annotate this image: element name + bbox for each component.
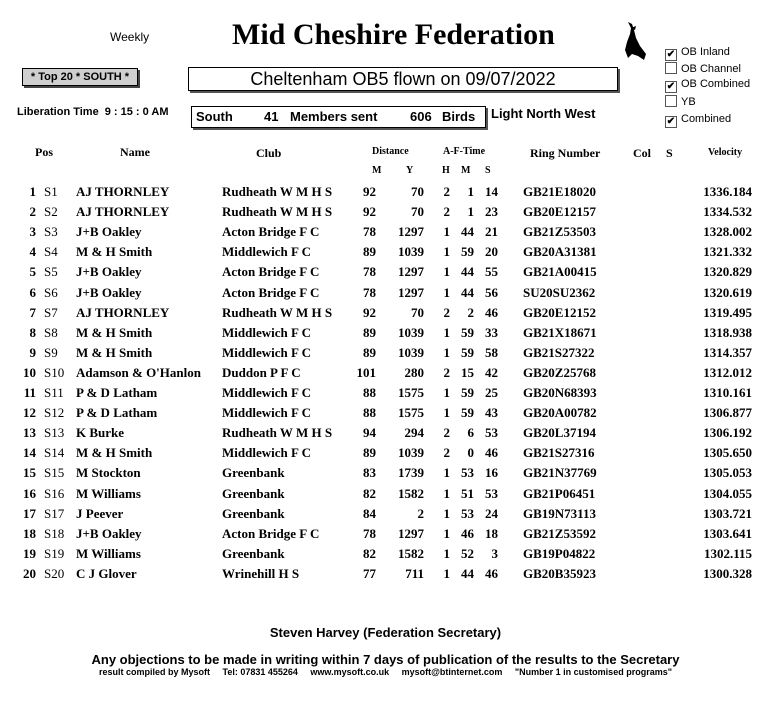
col-aftime: A-F-Time bbox=[443, 146, 486, 157]
cell-mi: 46 bbox=[461, 525, 474, 541]
cell-sec: S6 bbox=[44, 284, 58, 300]
cell-mi: 59 bbox=[461, 405, 474, 421]
cell-mi: 44 bbox=[461, 224, 474, 240]
cell-s: 3 bbox=[491, 545, 498, 561]
cell-h: 2 bbox=[443, 364, 450, 380]
cell-mi: 59 bbox=[461, 324, 474, 340]
cell-club: Acton Bridge F C bbox=[222, 525, 320, 541]
cell-h: 1 bbox=[443, 545, 450, 561]
cell-y: 1039 bbox=[398, 324, 424, 340]
cell-mi: 6 bbox=[467, 425, 474, 441]
cell-ring: GB20B35923 bbox=[523, 565, 596, 581]
cell-m: 89 bbox=[363, 344, 376, 360]
cell-vel: 1303.641 bbox=[703, 525, 752, 541]
cell-h: 1 bbox=[443, 224, 450, 240]
cell-club: Middlewich F C bbox=[222, 324, 312, 340]
cell-y: 1739 bbox=[398, 465, 424, 481]
cell-sec: S3 bbox=[44, 224, 58, 240]
cell-m: 82 bbox=[363, 485, 376, 501]
option-4[interactable] bbox=[665, 113, 731, 128]
cell-s: 56 bbox=[485, 284, 498, 300]
cell-ring: GB20A31381 bbox=[523, 244, 597, 260]
cell-ring: GB21Z53503 bbox=[523, 224, 596, 240]
cell-h: 1 bbox=[443, 244, 450, 260]
cell-vel: 1310.161 bbox=[703, 385, 752, 400]
cell-sec: S15 bbox=[44, 465, 65, 481]
cell-mi: 0 bbox=[467, 445, 474, 461]
sent-members: 41 bbox=[264, 109, 279, 124]
cell-pos: 9 bbox=[29, 344, 36, 360]
cell-ring: GB20Z25768 bbox=[523, 364, 596, 380]
option-2[interactable] bbox=[665, 78, 750, 93]
cell-y: 1297 bbox=[398, 224, 424, 240]
cell-mi: 59 bbox=[461, 385, 474, 400]
weekly-label: Weekly bbox=[110, 30, 150, 44]
cell-h: 1 bbox=[443, 344, 450, 360]
col-sex: S bbox=[666, 146, 673, 160]
cell-y: 711 bbox=[405, 565, 424, 581]
col-hours: H bbox=[442, 165, 450, 176]
cell-m: 92 bbox=[363, 184, 376, 199]
cell-y: 294 bbox=[404, 425, 424, 441]
race-title: Cheltenham OB5 flown on 09/07/2022 bbox=[188, 67, 618, 91]
cell-ring: GB21S27316 bbox=[523, 445, 595, 461]
cell-vel: 1304.055 bbox=[703, 485, 752, 501]
col-ring: Ring Number bbox=[530, 146, 601, 160]
cell-pos: 10 bbox=[23, 364, 36, 380]
cell-sec: S10 bbox=[44, 364, 65, 380]
cell-m: 88 bbox=[363, 385, 376, 400]
cell-y: 1039 bbox=[398, 244, 424, 260]
cell-m: 78 bbox=[363, 525, 376, 541]
cell-name: J+B Oakley bbox=[76, 284, 142, 300]
cell-y: 1039 bbox=[398, 344, 424, 360]
col-pos: Pos bbox=[35, 145, 53, 159]
objections-notice: Any objections to be made in writing within 7 days of publication of the results to the Secretary bbox=[91, 652, 680, 667]
cell-h: 2 bbox=[443, 304, 450, 320]
cell-y: 70 bbox=[411, 304, 424, 320]
cell-s: 43 bbox=[485, 405, 498, 421]
cell-club: Greenbank bbox=[222, 485, 285, 501]
cell-name: AJ THORNLEY bbox=[76, 184, 170, 199]
cell-pos: 13 bbox=[23, 425, 36, 441]
cell-ring: GB20E12152 bbox=[523, 304, 596, 320]
col-velocity: Velocity bbox=[708, 147, 743, 158]
cell-m: 82 bbox=[363, 545, 376, 561]
cell-vel: 1320.829 bbox=[703, 264, 752, 280]
cell-mi: 1 bbox=[467, 184, 474, 199]
sent-birds-label: Birds bbox=[442, 109, 476, 124]
cell-mi: 53 bbox=[461, 505, 474, 521]
cell-ring: GB21Z53592 bbox=[523, 525, 596, 541]
cell-s: 14 bbox=[485, 184, 498, 199]
cell-m: 89 bbox=[363, 244, 376, 260]
cell-vel: 1302.115 bbox=[703, 545, 752, 561]
cell-ring: GB20E12157 bbox=[523, 204, 596, 220]
cell-sec: S2 bbox=[44, 204, 58, 220]
checkbox-unchecked-icon[interactable] bbox=[665, 62, 677, 74]
col-seconds: S bbox=[485, 165, 491, 176]
option-label: YB bbox=[681, 96, 696, 108]
cell-y: 1575 bbox=[398, 385, 424, 400]
cell-vel: 1303.721 bbox=[703, 505, 752, 521]
checkbox-checked-icon[interactable]: ✔ bbox=[666, 81, 676, 92]
cell-sec: S20 bbox=[44, 565, 65, 581]
cell-name: C J Glover bbox=[76, 565, 137, 581]
cell-pos: 7 bbox=[29, 304, 36, 320]
cell-sec: S9 bbox=[44, 344, 58, 360]
cell-name: M & H Smith bbox=[76, 324, 153, 340]
section-badge: * Top 20 * SOUTH * bbox=[22, 68, 138, 86]
checkbox-checked-icon[interactable]: ✔ bbox=[666, 49, 676, 60]
cell-s: 46 bbox=[485, 304, 498, 320]
cell-vel: 1318.938 bbox=[703, 324, 752, 340]
cell-ring: GB20N68393 bbox=[523, 385, 597, 400]
cell-mi: 44 bbox=[461, 264, 474, 280]
cell-club: Acton Bridge F C bbox=[222, 284, 320, 300]
col-distance-miles: M bbox=[372, 165, 382, 176]
cell-club: Middlewich F C bbox=[222, 385, 312, 400]
cell-pos: 1 bbox=[29, 184, 36, 199]
liberation-label: Liberation Time bbox=[17, 106, 99, 118]
cell-name: AJ THORNLEY bbox=[76, 304, 170, 320]
option-0[interactable] bbox=[665, 46, 730, 61]
cell-s: 20 bbox=[485, 244, 498, 260]
cell-m: 89 bbox=[363, 445, 376, 461]
cell-vel: 1328.002 bbox=[703, 224, 752, 240]
cell-ring: GB21P06451 bbox=[523, 485, 596, 501]
cell-sec: S19 bbox=[44, 545, 65, 561]
cell-y: 1297 bbox=[398, 264, 424, 280]
cell-name: K Burke bbox=[76, 425, 125, 441]
cell-pos: 20 bbox=[23, 565, 36, 581]
cell-mi: 44 bbox=[461, 565, 474, 581]
cell-vel: 1314.357 bbox=[703, 344, 752, 360]
cell-s: 46 bbox=[485, 445, 498, 461]
cell-h: 2 bbox=[443, 445, 450, 461]
cell-s: 18 bbox=[485, 525, 498, 541]
cell-ring: GB21N37769 bbox=[523, 465, 597, 481]
cell-name: M Stockton bbox=[76, 465, 141, 481]
cell-m: 89 bbox=[363, 324, 376, 340]
secretary-signature: Steven Harvey (Federation Secretary) bbox=[269, 625, 502, 640]
cell-s: 25 bbox=[485, 385, 498, 400]
pigeon-logo-icon bbox=[622, 20, 648, 60]
cell-sec: S5 bbox=[44, 264, 58, 280]
cell-s: 55 bbox=[485, 264, 498, 280]
cell-sec: S4 bbox=[44, 244, 58, 260]
col-distance: Distance bbox=[372, 146, 409, 157]
cell-pos: 14 bbox=[23, 445, 36, 461]
cell-name: M Williams bbox=[76, 545, 141, 561]
cell-vel: 1306.192 bbox=[703, 425, 752, 441]
cell-pos: 2 bbox=[29, 204, 36, 220]
cell-m: 78 bbox=[363, 224, 376, 240]
cell-club: Middlewich F C bbox=[222, 445, 312, 461]
cell-m: 88 bbox=[363, 405, 376, 421]
cell-sec: S16 bbox=[44, 485, 65, 501]
cell-name: J+B Oakley bbox=[76, 264, 142, 280]
cell-club: Rudheath W M H S bbox=[222, 184, 333, 199]
cell-sec: S13 bbox=[44, 425, 65, 441]
col-colour: Col bbox=[633, 146, 651, 160]
cell-h: 1 bbox=[443, 525, 450, 541]
cell-s: 42 bbox=[485, 364, 498, 380]
cell-ring: GB19P04822 bbox=[523, 545, 596, 561]
option-label: OB Channel bbox=[681, 63, 741, 75]
cell-y: 1582 bbox=[398, 545, 424, 561]
cell-sec: S7 bbox=[44, 304, 58, 320]
cell-s: 46 bbox=[485, 565, 498, 581]
option-3[interactable] bbox=[665, 95, 696, 108]
option-1[interactable] bbox=[665, 62, 741, 75]
cell-club: Wrinehill H S bbox=[222, 565, 300, 581]
liberation-info bbox=[17, 106, 168, 118]
cell-h: 2 bbox=[443, 204, 450, 220]
cell-pos: 6 bbox=[29, 284, 36, 300]
cell-club: Acton Bridge F C bbox=[222, 224, 320, 240]
cell-club: Middlewich F C bbox=[222, 244, 312, 260]
cell-vel: 1300.328 bbox=[703, 565, 752, 581]
cell-sec: S1 bbox=[44, 184, 58, 199]
cell-name: M & H Smith bbox=[76, 445, 153, 461]
cell-s: 16 bbox=[485, 465, 498, 481]
cell-m: 78 bbox=[363, 284, 376, 300]
cell-name: M Williams bbox=[76, 485, 141, 501]
sent-members-label: Members sent bbox=[290, 109, 378, 124]
cell-h: 2 bbox=[443, 425, 450, 441]
cell-mi: 44 bbox=[461, 284, 474, 300]
page-title: Mid Cheshire Federation bbox=[232, 18, 555, 51]
cell-club: Greenbank bbox=[222, 465, 285, 481]
cell-ring: GB21E18020 bbox=[523, 184, 596, 199]
cell-s: 21 bbox=[485, 224, 498, 240]
cell-pos: 17 bbox=[23, 505, 36, 521]
cell-y: 70 bbox=[411, 204, 424, 220]
col-name: Name bbox=[120, 145, 150, 159]
cell-mi: 1 bbox=[467, 204, 474, 220]
cell-club: Duddon P F C bbox=[222, 364, 301, 380]
option-label: Combined bbox=[681, 113, 732, 125]
cell-y: 1297 bbox=[398, 284, 424, 300]
cell-club: Middlewich F C bbox=[222, 344, 312, 360]
cell-club: Greenbank bbox=[222, 505, 285, 521]
option-label: OB Combined bbox=[681, 78, 751, 90]
cell-name: J+B Oakley bbox=[76, 224, 142, 240]
checkbox-unchecked-icon[interactable] bbox=[665, 95, 677, 107]
cell-name: M & H Smith bbox=[76, 344, 153, 360]
cell-pos: 16 bbox=[23, 485, 36, 501]
cell-club: Greenbank bbox=[222, 545, 285, 561]
cell-ring: SU20SU2362 bbox=[523, 284, 596, 300]
cell-club: Acton Bridge F C bbox=[222, 264, 320, 280]
cell-h: 2 bbox=[443, 184, 450, 199]
sent-section: South bbox=[196, 109, 233, 124]
cell-vel: 1319.495 bbox=[703, 304, 752, 320]
cell-vel: 1306.877 bbox=[703, 405, 752, 421]
cell-y: 1039 bbox=[398, 445, 424, 461]
cell-y: 70 bbox=[411, 184, 424, 199]
cell-club: Middlewich F C bbox=[222, 405, 312, 421]
cell-h: 1 bbox=[443, 385, 450, 400]
cell-name: P & D Latham bbox=[76, 405, 158, 421]
col-club: Club bbox=[256, 146, 282, 160]
cell-pos: 8 bbox=[29, 324, 36, 340]
cell-mi: 59 bbox=[461, 244, 474, 260]
cell-pos: 19 bbox=[23, 545, 36, 561]
cell-name: J+B Oakley bbox=[76, 525, 142, 541]
wind-conditions: Light North West bbox=[491, 106, 596, 121]
cell-s: 33 bbox=[485, 324, 498, 340]
cell-pos: 18 bbox=[23, 525, 36, 541]
cell-s: 53 bbox=[485, 425, 498, 441]
liberation-time: 9 : 15 : 0 AM bbox=[104, 106, 169, 118]
cell-h: 1 bbox=[443, 465, 450, 481]
col-distance-yards: Y bbox=[406, 165, 414, 176]
cell-y: 2 bbox=[417, 505, 424, 521]
compiled-by-line: result compiled by Mysoft Tel: 07831 455264 www.mysoft.co.uk mysoft@btinternet.com "Number 1 in customised programs" bbox=[99, 667, 672, 677]
cell-h: 1 bbox=[443, 284, 450, 300]
cell-ring: GB20A00782 bbox=[523, 405, 597, 421]
cell-pos: 3 bbox=[29, 224, 36, 240]
cell-mi: 59 bbox=[461, 344, 474, 360]
cell-sec: S14 bbox=[44, 445, 65, 461]
cell-mi: 53 bbox=[461, 465, 474, 481]
sent-summary bbox=[191, 106, 486, 128]
cell-m: 77 bbox=[363, 565, 376, 581]
cell-s: 23 bbox=[485, 204, 498, 220]
cell-ring: GB21S27322 bbox=[523, 344, 595, 360]
cell-ring: GB19N73113 bbox=[523, 505, 596, 521]
cell-m: 94 bbox=[363, 425, 376, 441]
cell-sec: S18 bbox=[44, 525, 65, 541]
cell-h: 1 bbox=[443, 485, 450, 501]
cell-y: 280 bbox=[404, 364, 424, 380]
cell-mi: 52 bbox=[461, 545, 474, 561]
col-minutes: M bbox=[461, 165, 471, 176]
cell-club: Rudheath W M H S bbox=[222, 204, 333, 220]
option-label: OB Inland bbox=[681, 46, 730, 58]
cell-sec: S12 bbox=[44, 405, 65, 421]
cell-h: 1 bbox=[443, 505, 450, 521]
cell-pos: 11 bbox=[23, 385, 36, 400]
cell-name: J Peever bbox=[76, 505, 124, 521]
cell-vel: 1320.619 bbox=[703, 284, 752, 300]
cell-pos: 12 bbox=[23, 405, 36, 421]
cell-m: 83 bbox=[363, 465, 376, 481]
cell-s: 53 bbox=[485, 485, 498, 501]
cell-y: 1582 bbox=[398, 485, 424, 501]
cell-name: M & H Smith bbox=[76, 244, 153, 260]
cell-pos: 4 bbox=[29, 244, 36, 260]
cell-vel: 1334.532 bbox=[703, 204, 752, 220]
cell-ring: GB21X18671 bbox=[523, 324, 597, 340]
cell-sec: S11 bbox=[44, 385, 64, 400]
cell-m: 78 bbox=[363, 264, 376, 280]
cell-name: P & D Latham bbox=[76, 385, 158, 400]
cell-pos: 5 bbox=[29, 264, 36, 280]
cell-sec: S8 bbox=[44, 324, 58, 340]
checkbox-checked-icon[interactable]: ✔ bbox=[666, 116, 676, 127]
cell-h: 1 bbox=[443, 264, 450, 280]
cell-h: 1 bbox=[443, 565, 450, 581]
cell-y: 1575 bbox=[398, 405, 424, 421]
cell-mi: 51 bbox=[461, 485, 474, 501]
cell-mi: 15 bbox=[461, 364, 474, 380]
cell-club: Rudheath W M H S bbox=[222, 304, 333, 320]
cell-s: 58 bbox=[485, 344, 498, 360]
cell-m: 101 bbox=[356, 364, 376, 380]
cell-h: 1 bbox=[443, 405, 450, 421]
cell-ring: GB21A00415 bbox=[523, 264, 597, 280]
cell-sec: S17 bbox=[44, 505, 65, 521]
cell-pos: 15 bbox=[23, 465, 36, 481]
cell-club: Rudheath W M H S bbox=[222, 425, 333, 441]
cell-y: 1297 bbox=[398, 525, 424, 541]
cell-vel: 1312.012 bbox=[703, 364, 752, 380]
cell-ring: GB20L37194 bbox=[523, 425, 596, 441]
cell-vel: 1305.650 bbox=[703, 445, 752, 461]
cell-name: Adamson & O'Hanlon bbox=[76, 364, 201, 380]
sent-birds: 606 bbox=[410, 109, 432, 124]
cell-h: 1 bbox=[443, 324, 450, 340]
cell-s: 24 bbox=[485, 505, 498, 521]
cell-name: AJ THORNLEY bbox=[76, 204, 170, 220]
cell-mi: 2 bbox=[467, 304, 474, 320]
cell-m: 84 bbox=[363, 505, 376, 521]
cell-vel: 1321.332 bbox=[703, 244, 752, 260]
cell-vel: 1305.053 bbox=[703, 465, 752, 481]
cell-vel: 1336.184 bbox=[703, 184, 752, 199]
cell-m: 92 bbox=[363, 204, 376, 220]
cell-m: 92 bbox=[363, 304, 376, 320]
